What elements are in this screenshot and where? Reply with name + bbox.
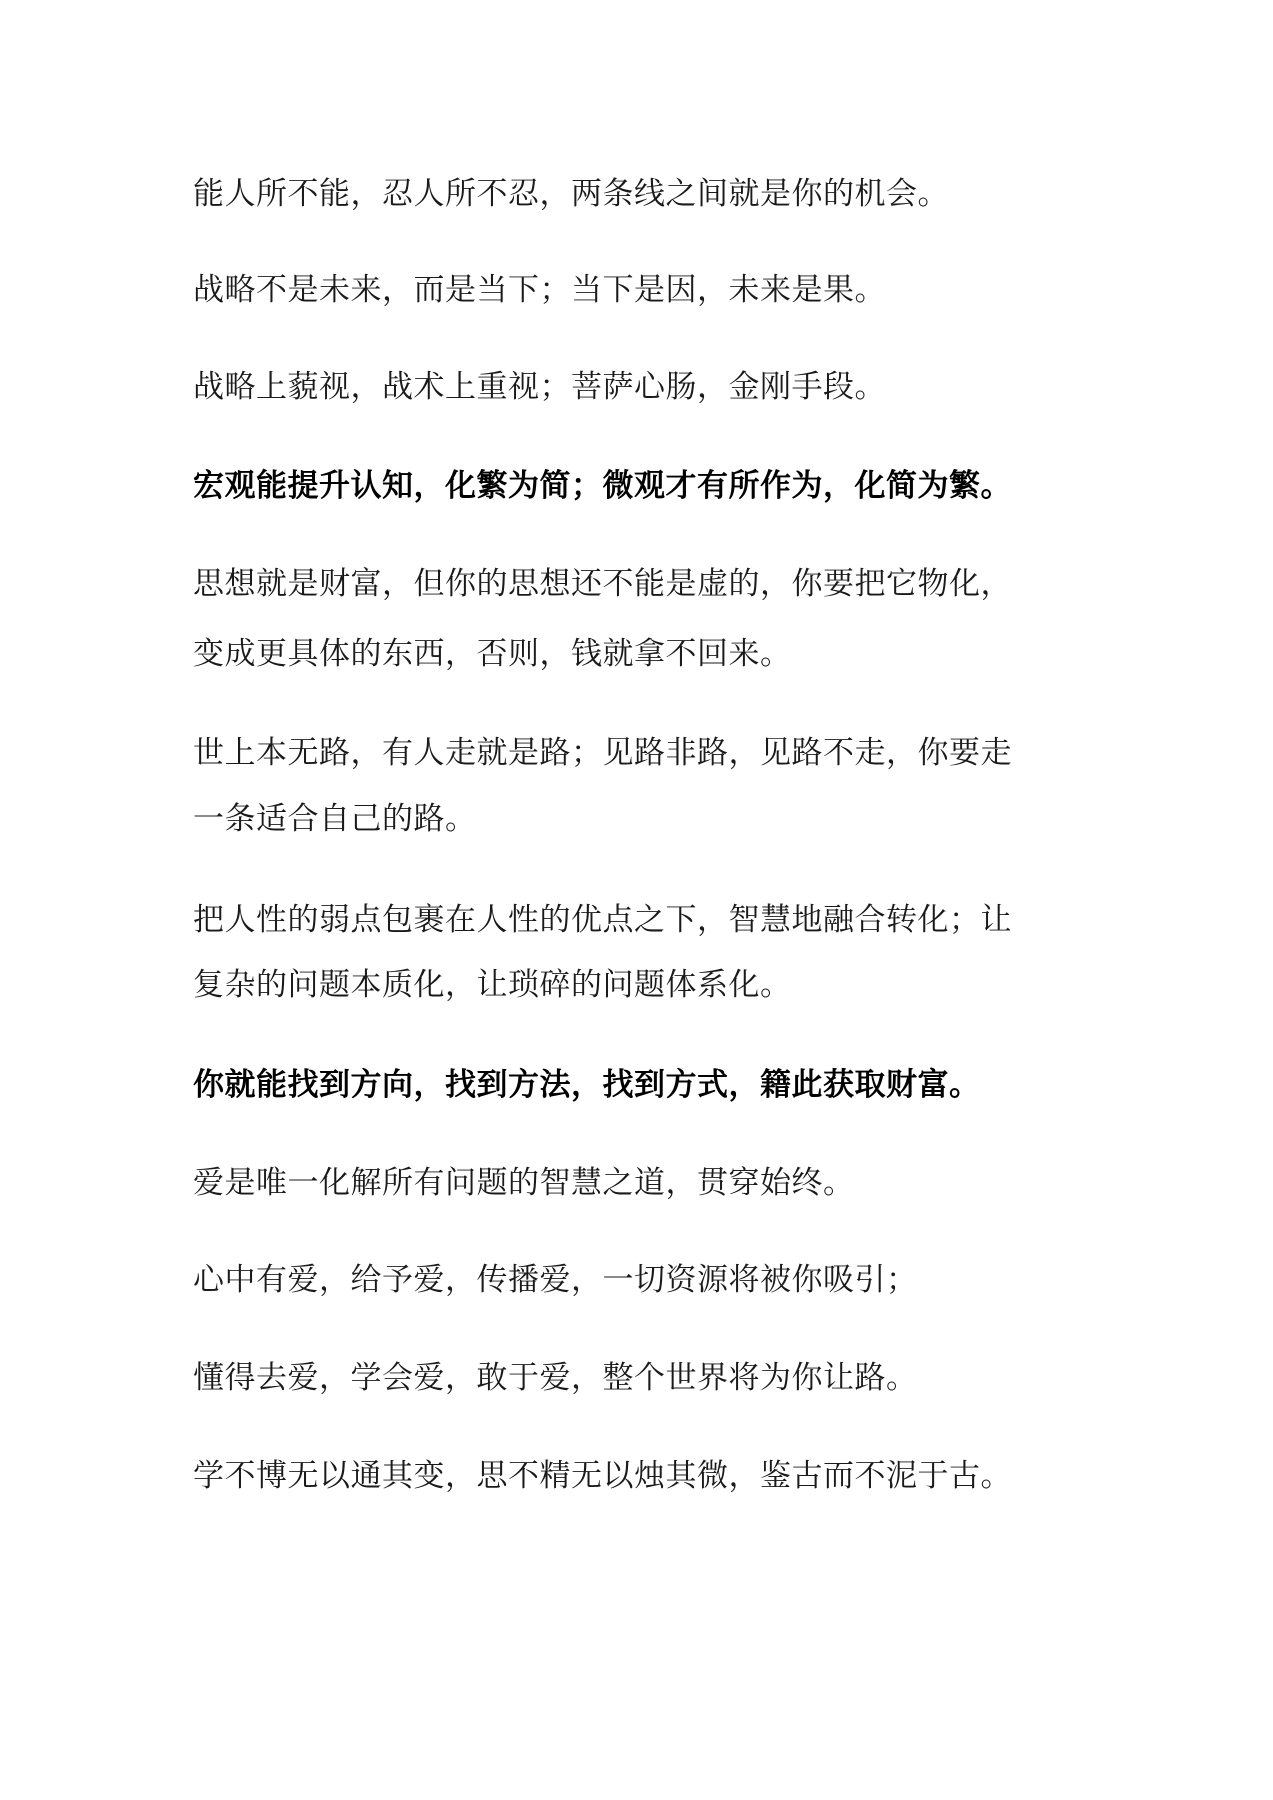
paragraph-7-line-1: 把人性的弱点包裹在人性的优点之下，智慧地融合转化；让 [193, 902, 1012, 938]
paragraph-12-line-1: 学不博无以通其变，思不精无以烛其微，鉴古而不泥于古。 [193, 1458, 1012, 1494]
paragraph-11-line-1: 懂得去爱，学会爱，敢于爱，整个世界将为你让路。 [193, 1360, 918, 1396]
paragraph-10-line-1: 心中有爱，给予爱，传播爱，一切资源将被你吸引； [193, 1262, 918, 1298]
paragraph-7-line-2: 复杂的问题本质化，让琐碎的问题体系化。 [193, 967, 792, 1003]
paragraph-4-line-1: 宏观能提升认知，化繁为简；微观才有所作为，化简为繁。 [193, 468, 1012, 504]
paragraph-1-line-1: 能人所不能，忍人所不忍，两条线之间就是你的机会。 [193, 176, 949, 212]
paragraph-2-line-1: 战略不是未来，而是当下；当下是因，未来是果。 [193, 272, 886, 308]
paragraph-9-line-1: 爱是唯一化解所有问题的智慧之道，贯穿始终。 [193, 1165, 855, 1201]
paragraph-3-line-1: 战略上藐视，战术上重视；菩萨心肠，金刚手段。 [193, 369, 886, 405]
paragraph-5-line-1: 思想就是财富，但你的思想还不能是虚的，你要把它物化， [193, 566, 1012, 602]
paragraph-6-line-1: 世上本无路，有人走就是路；见路非路，见路不走，你要走 [193, 735, 1012, 771]
paragraph-8-line-1: 你就能找到方向，找到方法，找到方式，籍此获取财富。 [193, 1067, 981, 1103]
paragraph-6-line-2: 一条适合自己的路。 [193, 801, 477, 837]
paragraph-5-line-2: 变成更具体的东西，否则，钱就拿不回来。 [193, 636, 792, 672]
